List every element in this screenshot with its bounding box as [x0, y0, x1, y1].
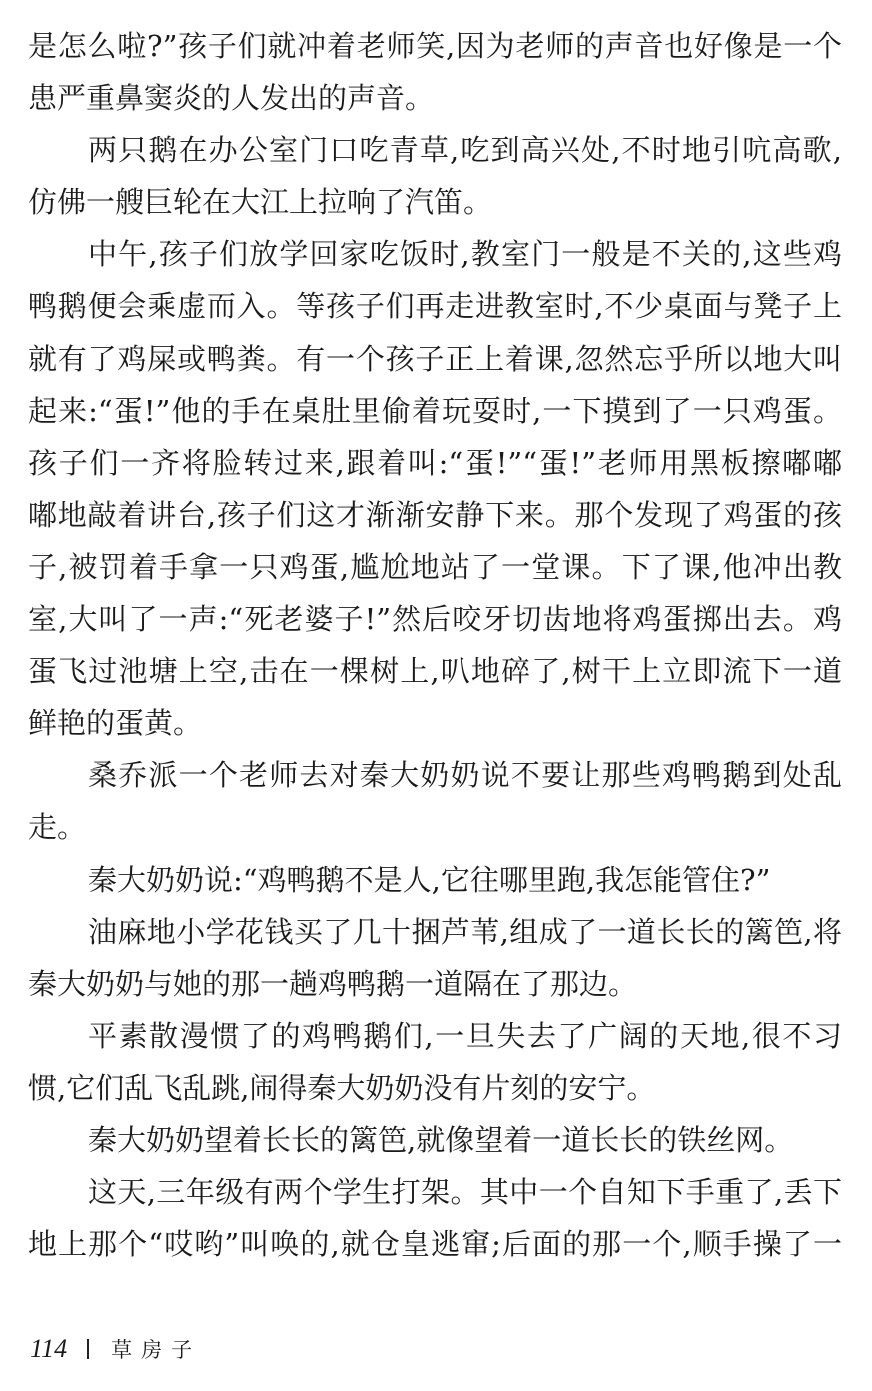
text-line: 蛋飞过池塘上空,击在一棵树上,叭地碎了,树干上立即流下一道 — [28, 654, 842, 689]
book-title: 草房子 — [111, 1338, 202, 1362]
body-text — [28, 24, 842, 1274]
text-line: 室,大叫了一声:“死老婆子!”然后咬牙切齿地将鸡蛋掷出去。鸡 — [28, 602, 842, 637]
text-line: 走。 — [28, 810, 87, 845]
text-line: 嘟地敲着讲台,孩子们这才渐渐安静下来。那个发现了鸡蛋的孩 — [28, 497, 842, 532]
text-line: 地上那个“哎哟”叫唤的,就仓皇逃窜;后面的那一个,顺手操了一 — [28, 1227, 842, 1262]
text-line: 平素散漫惯了的鸡鸭鹅们,一旦失去了广阔的天地,很不习 — [88, 1018, 842, 1053]
text-line: 鲜艳的蛋黄。 — [28, 706, 203, 741]
text-line: 仿佛一艘巨轮在大江上拉响了汽笛。 — [28, 185, 493, 220]
footer-divider — [87, 1339, 89, 1359]
page-number: 114 — [30, 1334, 68, 1363]
text-line: 鸭鹅便会乘虚而入。等孩子们再走进教室时,不少桌面与凳子上 — [28, 289, 842, 324]
text-line: 秦大奶奶望着长长的篱笆,就像望着一道长长的铁丝网。 — [88, 1122, 794, 1157]
text-line: 这天,三年级有两个学生打架。其中一个自知下手重了,丢下 — [88, 1175, 842, 1210]
text-line: 就有了鸡屎或鸭粪。有一个孩子正上着课,忽然忘乎所以地大叫 — [28, 341, 842, 376]
text-line: 孩子们一齐将脸转过来,跟着叫:“蛋!”“蛋!”老师用黑板擦嘟嘟 — [28, 445, 842, 480]
text-line: 桑乔派一个老师去对秦大奶奶说不要让那些鸡鸭鹅到处乱 — [88, 758, 842, 793]
text-line: 秦大奶奶说:“鸡鸭鹅不是人,它往哪里跑,我怎能管住?” — [88, 862, 771, 897]
text-line: 起来:“蛋!”他的手在桌肚里偷着玩耍时,一下摸到了一只鸡蛋。 — [28, 393, 842, 428]
text-line: 是怎么啦?”孩子们就冲着老师笑,因为老师的声音也好像是一个 — [28, 29, 842, 63]
text-line: 秦大奶奶与她的那一趟鸡鸭鹅一道隔在了那边。 — [28, 966, 638, 1001]
text-line: 中午,孩子们放学回家吃饭时,教室门一般是不关的,这些鸡 — [88, 237, 842, 272]
page-footer — [30, 1334, 201, 1364]
text-line: 子,被罚着手拿一只鸡蛋,尴尬地站了一堂课。下了课,他冲出教 — [28, 549, 842, 584]
text-line: 患严重鼻窦炎的人发出的声音。 — [28, 81, 435, 116]
text-line: 惯,它们乱飞乱跳,闹得秦大奶奶没有片刻的安宁。 — [28, 1070, 656, 1105]
text-line: 两只鹅在办公室门口吃青草,吃到高兴处,不时地引吭高歌, — [88, 133, 842, 168]
text-line: 油麻地小学花钱买了几十捆芦苇,组成了一道长长的篱笆,将 — [88, 914, 842, 949]
